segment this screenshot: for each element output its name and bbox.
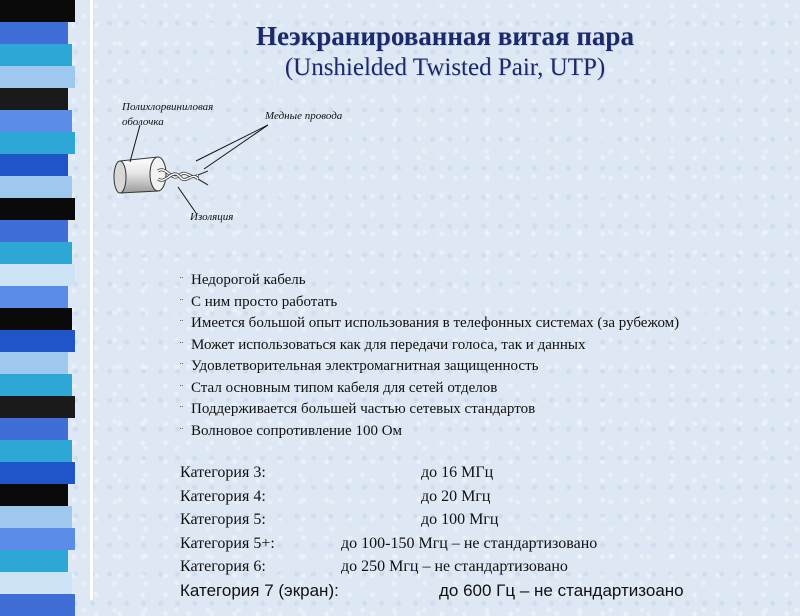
stripe-block [0, 264, 75, 286]
list-item: ¨ Недорогой кабель [180, 272, 306, 288]
category-name: Категория 3: [180, 464, 266, 481]
stripe-block [0, 198, 75, 220]
list-item: ¨ Удовлетворительная электромагнитная защищенность [180, 358, 539, 374]
stripe-block [0, 242, 72, 264]
list-item: ¨ Имеется большой опыт использования в телефонных системах (за рубежом) [180, 315, 680, 331]
category-bandwidth: до 600 Гц – не стандартизоано [439, 580, 684, 600]
category-name: Категория 5: [180, 511, 266, 528]
stripe-block [0, 484, 68, 506]
stripe-block [0, 88, 68, 110]
bullet-icon: ¨ [180, 296, 183, 307]
category-name: Категория 6: [180, 558, 266, 575]
feature-list [180, 270, 755, 442]
category-name: Категория 5+: [180, 534, 275, 552]
title-subtitle: (Unshielded Twisted Pair, UTP) [284, 54, 606, 81]
stripe-block [0, 132, 75, 154]
bullet-icon: ¨ [180, 339, 183, 350]
stripe-block [0, 506, 72, 528]
bullet-icon: ¨ [180, 361, 183, 371]
stripe-block [0, 440, 72, 462]
stripe-block [0, 44, 72, 66]
category-row [180, 485, 770, 509]
stripe-block [0, 396, 75, 418]
category-name: Категория 4: [180, 487, 266, 505]
category-row [180, 461, 770, 485]
category-row [180, 579, 770, 603]
bullet-icon: ¨ [180, 404, 183, 414]
category-name: Категория 7 (экран): [180, 580, 339, 600]
stripe-block [0, 550, 68, 572]
stripe-block [0, 308, 72, 330]
bullet-icon: ¨ [180, 382, 183, 393]
stripe-block [0, 594, 75, 616]
category-bandwidth: до 100-150 Мгц – не стандартизовано [341, 534, 598, 552]
title-main: Неэкранированная витая пара [256, 21, 634, 51]
decorative-stripe-bar [0, 0, 75, 600]
category-row [180, 508, 770, 532]
label-copper-wires: Медные провода [265, 110, 343, 122]
bullet-icon: ¨ [180, 275, 183, 285]
category-bandwidth: до 16 МГц [421, 464, 494, 481]
stripe-block [0, 0, 75, 22]
category-row [180, 532, 770, 556]
stripe-block [0, 286, 68, 308]
stripe-block [0, 572, 72, 594]
slide-title [140, 20, 750, 84]
list-item: ¨ Волновое сопротивление 100 Ом [180, 422, 403, 439]
bullet-icon: ¨ [180, 318, 183, 328]
category-bandwidth: до 250 Мгц – не стандартизовано [341, 558, 568, 575]
list-item: ¨ Стал основным типом кабеля для сетей отделов [180, 379, 498, 396]
label-insulation: Изоляция [190, 211, 234, 223]
stripe-block [0, 418, 68, 440]
stripe-block [0, 66, 75, 88]
stripe-block [0, 22, 68, 44]
stripe-block [0, 330, 75, 352]
category-bandwidth: до 100 Мгц [421, 511, 499, 528]
label-pvc-jacket-line1: Полихлорвиниловая [122, 101, 214, 113]
list-item: ¨ Может использоваться как для передачи голоса, так и данных [180, 336, 586, 353]
label-pvc-jacket-line2: оболочка [122, 116, 164, 128]
stripe-block [0, 374, 72, 396]
stripe-block [0, 528, 75, 550]
list-item: ¨ Поддерживается большей частью сетевых стандартов [180, 401, 536, 417]
decorative-divider [90, 0, 93, 600]
category-list [180, 461, 770, 602]
stripe-block [0, 176, 72, 198]
stripe-block [0, 220, 68, 242]
utp-cable-diagram [100, 95, 400, 235]
stripe-block [0, 154, 68, 176]
stripe-block [0, 462, 75, 484]
category-row [180, 555, 770, 579]
list-item: ¨ С ним просто работать [180, 293, 338, 310]
category-bandwidth: до 20 Мгц [421, 487, 491, 505]
stripe-block [0, 352, 68, 374]
bullet-icon: ¨ [180, 425, 183, 436]
stripe-block [0, 110, 72, 132]
